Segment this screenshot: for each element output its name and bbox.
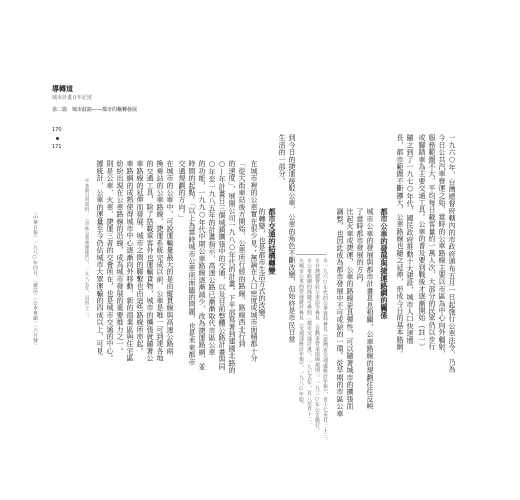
page-range-dot	[56, 137, 59, 140]
footnote: ※一九六○年代的公車資料參見《臺灣省交通處統計年報》，頁十七至頁二十三。	[322, 258, 328, 444]
body-column: 車路線的延伸而發展。城市之間的聯繫也由這些路線所串起。	[136, 160, 144, 355]
body-column: 長，都市範圍不斷擴大，公車路線也隨之延伸，形成今日的基本路網。	[396, 134, 404, 358]
section-title: 第二篇 城市紋路——都市的輾轉發展	[52, 107, 138, 113]
body-column: 時間的起點。「以上為當時城市公車所面臨的問題，也是未來都市	[188, 160, 196, 366]
body-column: 城市公車的發展與都市計畫息息相關，公車路線的規劃往往反映	[366, 208, 374, 410]
body-column: 「從大街車站後方開始，公車所行經的路線，路線西北行到	[238, 160, 246, 348]
body-column: 則是公車、火車、捷運三者的交會所在，也是城市交通的中心。	[106, 160, 114, 362]
body-column: 比起火車或捷運，公車的路線更具彈性，可以隨著城市的擴張而	[346, 208, 354, 410]
body-column: 的轉變，也是都市生活方式的改變。	[258, 208, 266, 324]
body-column: 一九六○年，台灣總督府轄內的市政府頒布五月一日起施行公車法令，乃為	[448, 134, 456, 373]
footnote: ※本節引用資料：〈市區公車營運報告〉，一九八五年，頁四十二。	[84, 178, 89, 320]
page-number-start: 170	[52, 127, 62, 133]
body-column: 車路網的成熟使得城市中心逐漸向外移動，新的商業區與住宅區	[126, 160, 134, 362]
section-heading: 都市交通的結構轉變	[268, 208, 277, 275]
body-column: 的速度」，展開公司一九八○年代的計畫。下半部寫著到建國北路的	[228, 160, 236, 374]
body-column: 調整，也因此成為都市發展中不可或缺的一環。從早期的市區公車	[336, 208, 344, 417]
body-column: 到今日的捷運接駁公車，公車的角色不斷改變，但始終是市民日常	[288, 134, 296, 343]
footnote: ※公車路網的演變可參照〈都市交通計畫〉，一九七五年，頁八至頁十二。	[306, 258, 312, 428]
body-column: 紛紛出現在公車路線的沿線，成為城市發展的重要推力之一。	[116, 160, 124, 355]
body-column: 據統計，公車的運量至今仍佔城市大眾運輸的四成以上，可見	[96, 160, 104, 355]
body-column: ○—年計畫日三個城鎮擴張中的交通，以及目前整體公路計畫與同	[218, 160, 226, 370]
body-column: 或腳踏車為主要交通工具。公車的普及要到戰後才逐漸開始（註一）	[418, 134, 426, 350]
body-column: ○年至一九八五年的計畫指示，高速公路已漸漸取代市區公車	[208, 160, 216, 356]
body-column: 的功能，一九九○年代中期公車路線逐漸減少，改為捷運路網，並	[198, 160, 206, 370]
body-column: 隨之到了一九七○年代，國民政府推動十大建設，城市人口快速增	[406, 134, 414, 344]
body-column: 換乘站的公車路線，捷運系統完成以前、公車是唯一可到達各地	[156, 160, 164, 362]
left-footer-citation: 〈中華日報〉一九八○年四月，〈雜誌〉〈公車專題〉〈六月號〉	[32, 210, 37, 348]
footnote-divider	[296, 254, 326, 255]
section-heading: 都市公車的發展與捷運路網的關係	[380, 208, 389, 319]
body-column: 了當時都市發展的方向。	[356, 208, 364, 288]
footnote: ※台灣總督府公車法令參見〈自動車營業取締規則〉，一九三○年公告施行。	[314, 258, 320, 434]
body-column: 在城市裡的公車實在很少見；無論在人口密度或城市面積都十分	[250, 160, 258, 362]
body-column: 在城市的公車中，可說運輸量最大的是由縱貫線與高速公路兩	[166, 160, 174, 355]
footnote: ※城市公車的營運統計參見《交通部統計年報》，一九八○年版。	[298, 258, 304, 408]
book-title: 導轉道	[52, 85, 73, 93]
page-number-end: 171	[52, 144, 62, 150]
left-page	[52, 85, 258, 468]
body-column: 的交通工具，除了搭載乘客外也運輸貨物，城市的擴張就隨著公	[146, 160, 154, 362]
body-column: 交通規劃的方向。」	[178, 160, 186, 222]
body-column: 今日公共汽車營運之始。當時的公車路線主要以市區為中心向外輻射，	[438, 134, 446, 358]
book-subtitle: 城市計畫百年記述	[52, 95, 93, 101]
body-column: 生活的一部分。	[278, 134, 286, 185]
body-column: 服務範圍不大，平均每日載客量約一萬人次，大部分的民眾仍以步行	[428, 134, 436, 350]
running-header	[52, 84, 137, 150]
right-page	[258, 88, 458, 468]
